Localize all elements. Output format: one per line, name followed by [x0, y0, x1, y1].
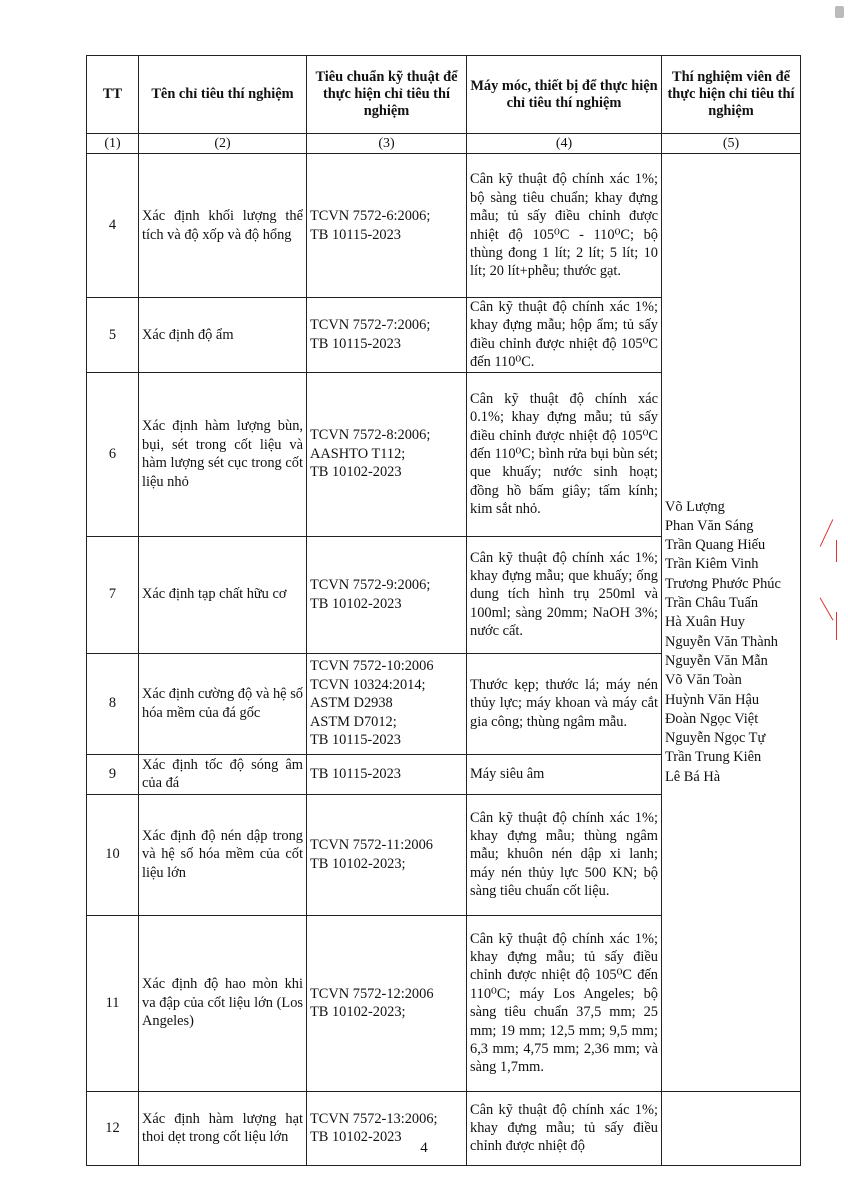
standard-line: TB 10102-2023;: [310, 1004, 406, 1021]
standard-line: TCVN 7572-13:2006;: [310, 1110, 438, 1127]
row-number: 12: [87, 1091, 139, 1165]
standard-line: TCVN 7572-8:2006;: [310, 427, 431, 444]
standard-line: TCVN 7572-12:2006: [310, 985, 434, 1002]
standard-line: AASHTO T112;: [310, 445, 406, 462]
subheader-cell: (5): [662, 134, 801, 154]
standard-cell: [307, 298, 467, 373]
row-number: 5: [87, 298, 139, 373]
equipment-cell: Cân kỹ thuật độ chính xác 1%; khay đựng mẫu; que khuấy; ống dung tích hình trụ 250ml và 100ml; sàng 20mm; NaOH 3%; nước cất.: [467, 536, 662, 653]
row-number: 7: [87, 536, 139, 653]
standard-cell: [307, 372, 467, 536]
header-equipment: Máy móc, thiết bị để thực hiện chỉ tiêu thí nghiệm: [467, 56, 662, 134]
standard-line: ASTM D7012;: [310, 713, 397, 730]
standard-line: TB 10115-2023: [310, 765, 402, 782]
scan-mark: [835, 6, 844, 18]
equipment-cell: Máy siêu âm: [467, 754, 662, 794]
standard-line: TCVN 7572-10:2006: [310, 658, 434, 675]
standard-line: TB 10115-2023: [310, 335, 402, 352]
header-standard: Tiêu chuẩn kỹ thuật để thực hiện chỉ tiêu thí nghiệm: [307, 56, 467, 134]
staff-name: Phan Văn Sáng: [665, 517, 754, 534]
equipment-cell: Cân kỹ thuật độ chính xác 0.1%; khay đựng mẫu; tủ sấy điều chỉnh được nhiệt độ 105⁰C đến 110⁰C; bình rửa bụi bùn sét; que khuấy; nước sinh hoạt; đồng hồ bấm giây; tấm kính; kim sắt nhỏ.: [467, 372, 662, 536]
header-staff: Thí nghiệm viên để thực hiện chỉ tiêu thí nghiệm: [662, 56, 801, 134]
row-number: 6: [87, 372, 139, 536]
staff-name: Huỳnh Văn Hậu: [665, 691, 760, 708]
subheader-cell: (2): [139, 134, 307, 154]
standard-line: TCVN 7572-11:2006: [310, 837, 433, 854]
staff-name: Nguyễn Văn Thành: [665, 633, 778, 650]
standard-line: TCVN 7572-7:2006;: [310, 317, 431, 334]
standard-line: TCVN 7572-6:2006;: [310, 208, 431, 224]
equipment-cell: Thước kẹp; thước lá; máy nén thủy lực; máy khoan và máy cắt gia công; thùng ngâm mẫu.: [467, 653, 662, 754]
indicator-name: Xác định hàm lượng bùn, bụi, sét trong cốt liệu và hàm lượng sét cục trong cốt liệu nhỏ: [139, 372, 307, 536]
equipment-cell: Cân kỹ thuật độ chính xác 1%; khay đựng mẫu; tủ sấy điều chỉnh được nhiệt độ 105⁰C đến 110⁰C; máy Los Angeles; bộ sàng tiêu chuẩn 37,5 mm; 25 mm; 19 mm; 12,5 mm; 9,5 mm; 6,3 mm; 4,75 mm; 2,36 mm; và sàng 1,7mm.: [467, 915, 662, 1091]
indicator-name: Xác định hàm lượng hạt thoi dẹt trong cốt liệu lớn: [139, 1091, 307, 1165]
standard-line: TCVN 10324:2014;: [310, 676, 426, 693]
staff-name: Trần Kiêm Vinh: [665, 556, 759, 573]
subheader-cell: (4): [467, 134, 662, 154]
margin-mark: [836, 612, 837, 640]
standard-line: TB 10102-2023: [310, 595, 402, 612]
staff-name: Trần Trung Kiên: [665, 749, 762, 766]
subheader-cell: (3): [307, 134, 467, 154]
margin-mark: [820, 597, 834, 620]
standard-cell: [307, 915, 467, 1091]
equipment-cell: Cân kỹ thuật độ chính xác 1%; khay đựng mẫu; hộp ẩm; tủ sấy điều chỉnh được nhiệt độ 105⁰C đến 110⁰C.: [467, 298, 662, 373]
row-number: 4: [87, 154, 139, 298]
indicator-name: Xác định độ ẩm: [139, 298, 307, 373]
standard-line: TB 10115-2023: [310, 226, 402, 243]
standard-cell: [307, 754, 467, 794]
indicator-name: Xác định tốc độ sóng âm của đá: [139, 754, 307, 794]
standard-line: ASTM D2938: [310, 695, 393, 712]
staff-cell: [662, 154, 801, 1092]
indicator-name: Xác định độ nén dập trong và hệ số hóa mềm của cốt liệu lớn: [139, 794, 307, 915]
header-name: Tên chỉ tiêu thí nghiệm: [139, 56, 307, 134]
indicator-name: Xác định độ hao mòn khi va đập của cốt liệu lớn (Los Angeles): [139, 915, 307, 1091]
staff-name: Nguyễn Văn Mẫn: [665, 652, 768, 669]
test-indicators-table: [86, 55, 801, 1166]
standard-cell: [307, 653, 467, 754]
standard-line: TB 10102-2023: [310, 1129, 402, 1146]
margin-mark: [836, 540, 837, 562]
header-tt: TT: [87, 56, 139, 134]
standard-line: TB 10102-2023: [310, 464, 402, 481]
equipment-cell: Cân kỹ thuật độ chính xác 1%; bộ sàng tiêu chuẩn; khay đựng mẫu; tủ sấy điều chỉnh được nhiệt độ 105⁰C - 110⁰C; bộ thùng đong 1 lít; 2 lít; 5 lít; 10 lít; 20 lít+phễu; thước gạt.: [467, 154, 662, 298]
margin-mark: [820, 519, 834, 547]
page-number: 4: [420, 1140, 428, 1156]
equipment-cell: Cân kỹ thuật độ chính xác 1%; khay đựng mẫu; tủ sấy điều chỉnh được nhiệt độ: [467, 1091, 662, 1165]
staff-name: Hà Xuân Huy: [665, 614, 745, 631]
row-number: 8: [87, 653, 139, 754]
indicator-name: Xác định tạp chất hữu cơ: [139, 536, 307, 653]
subheader-cell: (1): [87, 134, 139, 154]
standard-line: TB 10102-2023;: [310, 855, 406, 872]
staff-name: Trần Quang Hiếu: [665, 537, 766, 554]
standard-line: TB 10115-2023: [310, 732, 402, 749]
staff-name: Trần Châu Tuấn: [665, 595, 759, 612]
row-number: 10: [87, 794, 139, 915]
standard-cell: [307, 536, 467, 653]
staff-name: Trương Phước Phúc: [665, 575, 781, 592]
staff-name: Đoàn Ngọc Việt: [665, 710, 759, 727]
row-number: 11: [87, 915, 139, 1091]
standard-cell: [307, 794, 467, 915]
standard-line: TCVN 7572-9:2006;: [310, 577, 431, 594]
equipment-cell: Cân kỹ thuật độ chính xác 1%; khay đựng mẫu; thùng ngâm mẫu; khuôn nén dập xi lanh; máy nén thủy lực 500 KN; bộ sàng tiêu chuẩn cốt liệu.: [467, 794, 662, 915]
standard-cell: [307, 154, 467, 298]
row-number: 9: [87, 754, 139, 794]
staff-name: Võ Lượng: [665, 498, 725, 515]
table-subheader-row: [87, 134, 801, 154]
staff-name: Nguyễn Ngọc Tự: [665, 730, 766, 747]
staff-name: Lê Bá Hà: [665, 768, 721, 785]
indicator-name: Xác định khối lượng thể tích và độ xốp và độ hổng: [139, 154, 307, 298]
indicator-name: Xác định cường độ và hệ số hóa mềm của đá gốc: [139, 653, 307, 754]
table-header-row: [87, 56, 801, 134]
staff-name: Võ Văn Toàn: [665, 672, 742, 689]
table-row: [87, 154, 801, 298]
